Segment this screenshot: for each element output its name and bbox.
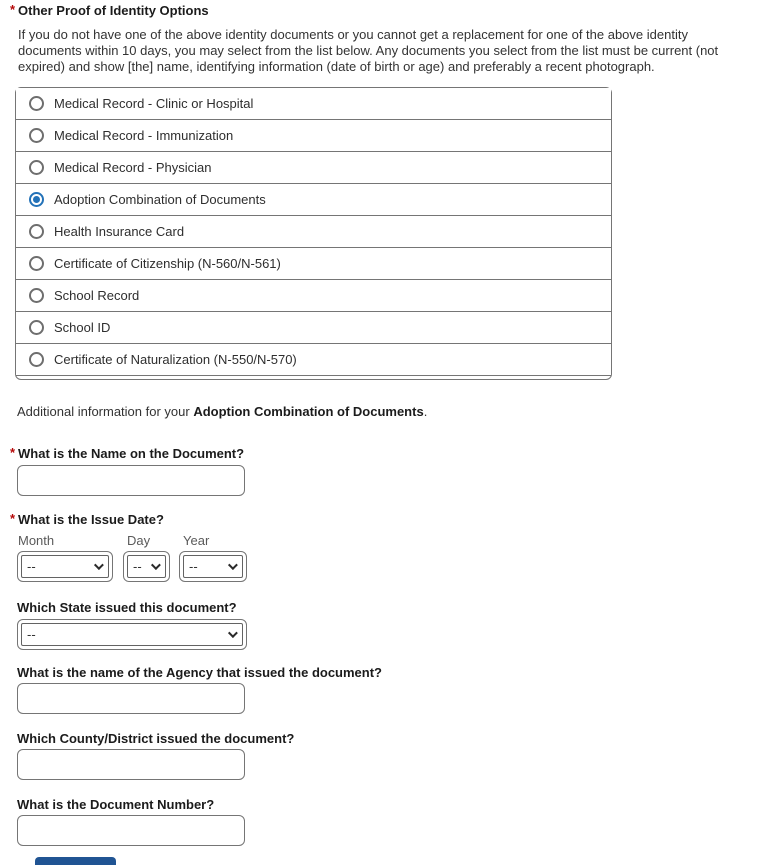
county-district-input[interactable] [17, 749, 245, 780]
county-district-question [17, 731, 294, 746]
additional-info-prefix: Additional information for your [17, 404, 194, 419]
day-select[interactable] [123, 551, 170, 582]
county-district-label: Which County/District issued the document? [17, 731, 295, 746]
option-label: Medical Record - Immunization [54, 128, 234, 143]
selected-document-name: Adoption Combination of Documents [193, 404, 424, 419]
option-label: Health Insurance Card [54, 224, 185, 239]
option-label: Medical Record - Clinic or Hospital [54, 96, 254, 111]
state-select[interactable] [17, 619, 247, 650]
required-asterisk: * [10, 2, 16, 17]
identity-option-row[interactable] [16, 216, 611, 248]
radio-icon[interactable] [29, 288, 44, 303]
option-label: School Record [54, 288, 140, 303]
section-heading [10, 3, 209, 18]
state-select-value: -- [27, 627, 36, 642]
issue-date-label: What is the Issue Date? [18, 512, 164, 527]
name-on-document-label: What is the Name on the Document? [18, 446, 245, 461]
identity-option-row[interactable] [16, 280, 611, 312]
required-asterisk: * [10, 511, 16, 526]
option-label: Certificate of Citizenship (N-560/N-561) [54, 256, 281, 271]
identity-options-list [15, 87, 612, 380]
radio-icon[interactable] [29, 224, 44, 239]
required-asterisk: * [10, 445, 16, 460]
radio-icon[interactable] [29, 96, 44, 111]
identity-option-row[interactable] [16, 248, 611, 280]
option-label: School ID [54, 320, 111, 335]
option-label: Adoption Combination of Documents [54, 192, 266, 207]
radio-icon[interactable] [29, 320, 44, 335]
year-select-value: -- [189, 559, 198, 574]
month-label: Month [18, 533, 55, 548]
month-select-value: -- [27, 559, 36, 574]
document-number-label: What is the Document Number? [17, 797, 215, 812]
identity-option-row[interactable] [16, 88, 611, 120]
name-on-document-question [10, 446, 244, 461]
year-select-box[interactable] [183, 555, 243, 578]
identity-option-row[interactable] [16, 184, 611, 216]
identity-option-row[interactable] [16, 120, 611, 152]
state-select-box[interactable] [21, 623, 243, 646]
year-label: Year [183, 533, 210, 548]
radio-icon[interactable] [29, 256, 44, 271]
radio-icon[interactable] [29, 352, 44, 367]
additional-info-suffix: . [423, 404, 428, 419]
radio-icon[interactable] [29, 192, 44, 207]
day-label: Day [127, 533, 151, 548]
intro-paragraph: If you do not have one of the above identity documents or you cannot get a replacement for one of the above identity documents within 10 days, you may select from the list below. Any documents you select from the list must be current (not expired) and show [the] name, identifying information (date of birth or age) and preferably a recent photograph. [18, 27, 719, 74]
option-label: Medical Record - Physician [54, 160, 212, 175]
issue-date-question [10, 512, 164, 527]
chevron-down-icon [228, 560, 238, 570]
agency-input[interactable] [17, 683, 245, 714]
day-select-value: -- [133, 559, 142, 574]
section-heading-label: Other Proof of Identity Options [18, 3, 209, 18]
chevron-down-icon [94, 560, 104, 570]
radio-icon[interactable] [29, 128, 44, 143]
document-number-question [17, 797, 214, 812]
year-select[interactable] [179, 551, 247, 582]
additional-info-text [17, 404, 427, 419]
option-label: Certificate of Naturalization (N-550/N-570) [54, 352, 297, 367]
chevron-down-icon [228, 628, 238, 638]
identity-option-row[interactable] [16, 312, 611, 344]
day-select-box[interactable] [127, 555, 166, 578]
month-select[interactable] [17, 551, 113, 582]
document-number-input[interactable] [17, 815, 245, 846]
chevron-down-icon [151, 560, 161, 570]
agency-label: What is the name of the Agency that issued the document? [17, 665, 383, 680]
state-question [17, 600, 237, 615]
state-label: Which State issued this document? [17, 600, 237, 615]
month-select-box[interactable] [21, 555, 109, 578]
radio-icon[interactable] [29, 160, 44, 175]
next-button-partial[interactable] [35, 857, 116, 865]
identity-option-row[interactable] [16, 152, 611, 184]
identity-option-row[interactable] [16, 344, 611, 376]
name-on-document-input[interactable] [17, 465, 245, 496]
agency-question [17, 665, 382, 680]
